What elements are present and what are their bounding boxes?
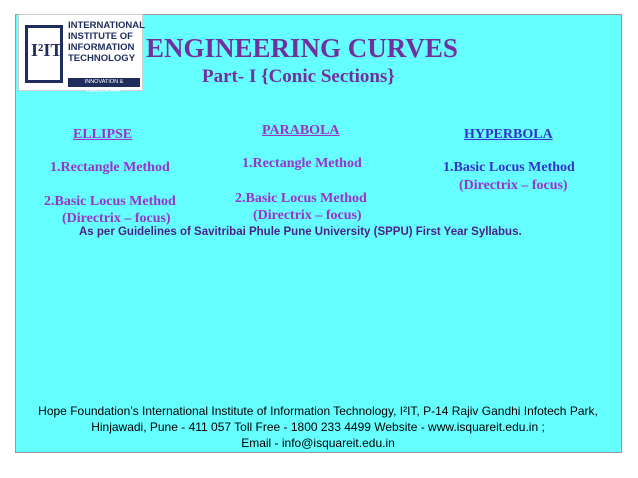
page-subtitle: Part- I {Conic Sections} [202,66,395,87]
footer-line-3: Email - info@isquareit.edu.in [241,436,395,450]
hyperbola-item-1-line2: (Directrix – focus) [459,178,568,193]
logo-name-line: INTERNATIONAL [68,20,145,31]
ellipse-item-2-line1: 2.Basic Locus Method [44,194,176,209]
parabola-item-1: 1.Rectangle Method [242,156,362,171]
parabola-item-2-line2: (Directrix – focus) [253,208,362,223]
footer-line-2: Hinjawadi, Pune - 411 057 Toll Free - 1800 233 4499 Website - www.isquareit.edu.in ; [91,420,545,434]
logo-name [68,20,144,64]
parabola-heading: PARABOLA [262,123,340,138]
ellipse-heading: ELLIPSE [73,127,133,142]
institute-logo [18,14,145,94]
syllabus-note: As per Guidelines of Savitribai Phule Pune University (SPPU) First Year Syllabus. [79,226,522,238]
hyperbola-item-1: 1.Basic Locus Method [443,160,575,175]
footer-contact [18,403,618,451]
logo-mark [25,25,63,83]
hyperbola-heading: HYPERBOLA [464,127,553,142]
logo-name-line: INFORMATION [68,42,135,53]
page-title: ENGINEERING CURVES [146,33,458,63]
logo-name-line: INSTITUTE OF [68,31,133,42]
logo-mark-text: I²IT [31,40,63,60]
logo-name-line: TECHNOLOGY [68,53,136,64]
parabola-item-2-line1: 2.Basic Locus Method [235,191,367,206]
ellipse-item-2-line2: (Directrix – focus) [62,211,171,226]
footer-line-1: Hope Foundation’s International Institute of Information Technology, I²IT, P-14 Rajiv Gandhi Infotech Park, [38,404,598,418]
logo-tagline: INNOVATION & LEADERSHIP [68,78,140,87]
ellipse-item-1: 1.Rectangle Method [50,160,170,175]
